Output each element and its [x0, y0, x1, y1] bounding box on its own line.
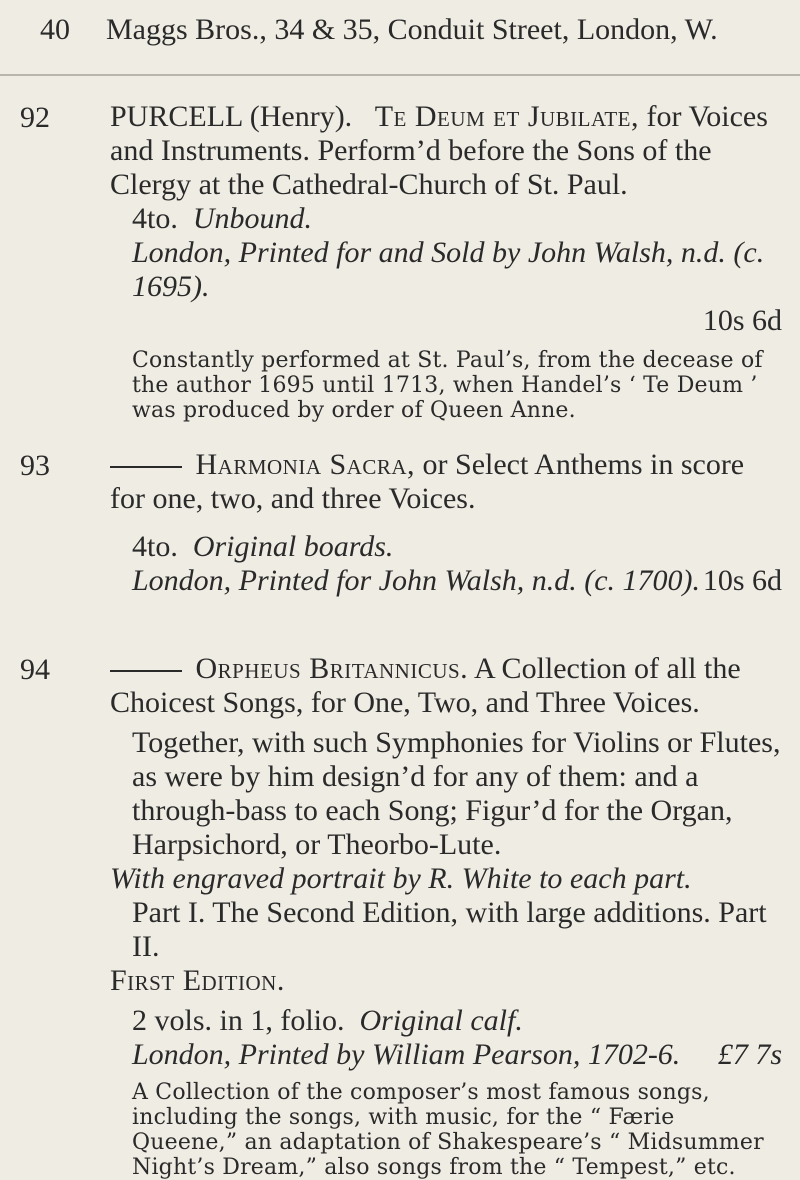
entry-note: Constantly performed at St. Paul’s, from the decease of the author 1695 until 1713, when Handel’s ‘ Te Deum ’ was produced by order of Queen Anne. [132, 348, 763, 423]
entry-title-rest: or Select Anthems in score for one, two, and three Voices. [110, 448, 745, 515]
entry-title: Harmonia Sacra, [195, 448, 416, 481]
entry-title: Te Deum et Jubilate, [374, 100, 639, 133]
entry-title-rest: for Voices and Instruments. Perform’d before the Sons of the Clergy at the Cathedral-Church of St. Paul. [110, 100, 768, 201]
entry-number: 92 [20, 101, 50, 134]
entry-binding: Unbound. [192, 202, 313, 235]
entry-price: £7 7s [717, 1038, 782, 1071]
entry-engraved: With engraved portrait by R. White to each part. [110, 862, 692, 895]
catalogue-entry-92 [20, 100, 790, 423]
entry-heading [110, 100, 782, 202]
entry-binding: Original calf. [359, 1004, 523, 1037]
entry-imprint: London, Printed by William Pearson, 1702-6. [132, 1038, 681, 1071]
entry-number: 94 [20, 653, 50, 686]
entry-format: 4to. [132, 530, 178, 563]
ditto-dash [110, 670, 182, 672]
entry-heading [110, 448, 782, 516]
header-rule [0, 74, 800, 76]
catalogue-entry-93 [20, 448, 790, 598]
entry-number: 93 [20, 449, 50, 482]
entry-format-line [110, 1004, 782, 1038]
entry-format-line [110, 202, 782, 236]
catalogue-entry-94 [20, 652, 790, 1180]
entry-imprint-line [110, 1038, 782, 1072]
entry-heading [110, 652, 782, 720]
entry-title: Orpheus Britannicus. [195, 652, 469, 685]
entry-description: Together, with such Symphonies for Violins or Flutes, as were by him design’d for any of them: and a through-bass to each Song; Figur’d for the Organ, Harpsichord, or Theorbo-Lute. [132, 726, 781, 861]
entry-author: PURCELL (Henry). [110, 100, 353, 133]
publisher-line: Maggs Bros., 34 & 35, Conduit Street, London, W. [106, 13, 718, 46]
entry-imprint: London, Printed for John Walsh, n.d. (c. 1700). [132, 564, 701, 597]
page-number: 40 [40, 13, 70, 46]
entry-price: 10s 6d [702, 304, 782, 337]
entry-format-line [110, 530, 782, 564]
entry-note: A Collection of the composer’s most famous songs, including the songs, with music, for the “ Færie Queene,” an adaptation of Shakespeare’s “ Midsummer Night’s Dream,” also songs from the “ Tempest,” etc. [132, 1080, 764, 1180]
entry-binding: Original boards. [192, 530, 394, 563]
entry-edition: First Edition. [110, 964, 285, 997]
ditto-dash [110, 466, 182, 468]
entry-parts: Part I. The Second Edition, with large additions. Part II. [132, 896, 767, 963]
entry-price: 10s 6d [702, 564, 782, 597]
entry-title-rest: A Collection of all the Choicest Songs, for One, Two, and Three Voices. [110, 652, 741, 719]
entry-imprint-line [110, 564, 782, 598]
entry-format: 2 vols. in 1, folio. [132, 1004, 345, 1037]
entry-imprint: London, Printed for and Sold by John Walsh, n.d. (c. 1695). [132, 236, 765, 303]
entry-format: 4to. [132, 202, 178, 235]
